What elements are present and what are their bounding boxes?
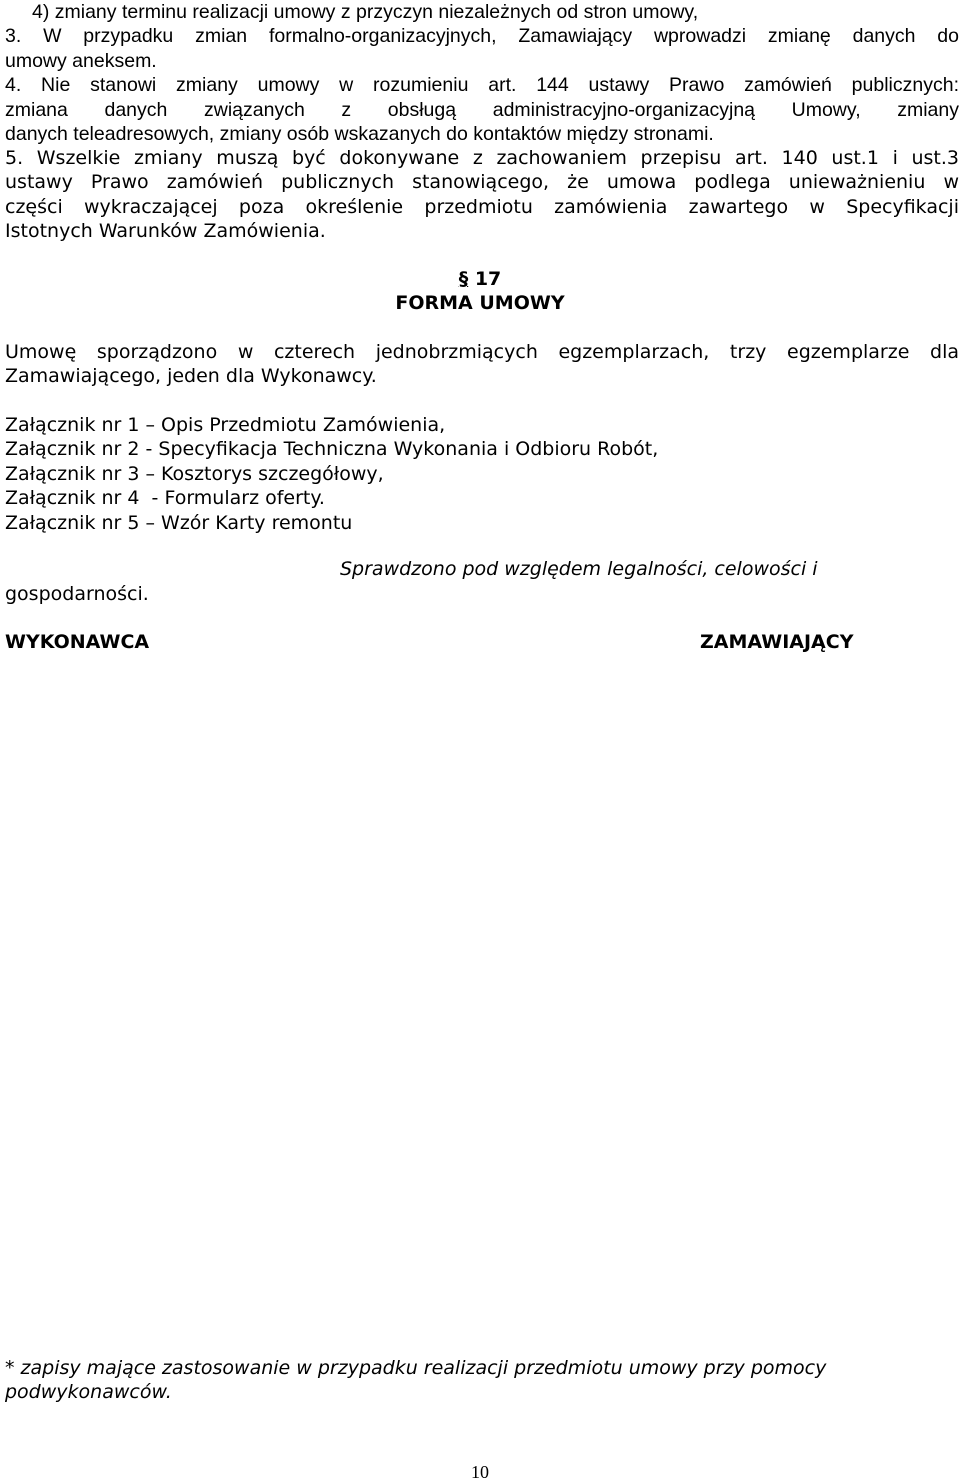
attachment-3: Załącznik nr 3 – Kosztorys szczegółowy, bbox=[5, 462, 384, 485]
attachment-2: Załącznik nr 2 - Specyfikacja Techniczna Wykonania i Odbioru Robót, bbox=[5, 438, 659, 461]
section-number-value: 17 bbox=[474, 268, 502, 290]
employer-signature-label: ZAMAWIAJĄCY bbox=[700, 631, 854, 653]
section-number bbox=[0, 267, 960, 291]
form-text-block bbox=[5, 340, 959, 389]
attachment-4: Załącznik nr 4 - Formularz oferty. bbox=[5, 487, 325, 510]
page-number: 10 bbox=[471, 1462, 489, 1482]
verification-line-2: gospodarności. bbox=[5, 583, 149, 605]
point-5-line-1: 5. Wszelkie zmiany muszą być dokonywane z zachowaniem przepisu art. 140 ust.1 i ust.3 bbox=[5, 147, 959, 169]
form-text-line-1: Umowę sporządzono w czterech jednobrzmiących egzemplarzach, trzy egzemplarze dla bbox=[5, 341, 959, 363]
point-5-line-2: ustawy Prawo zamówień publicznych stanowiącego, że umowa podlega unieważnieniu w bbox=[5, 171, 959, 194]
form-text-line-2: Zamawiającego, jeden dla Wykonawcy. bbox=[5, 365, 377, 388]
verification-line-1: Sprawdzono pod względem legalności, celowości i bbox=[340, 558, 818, 580]
point-4-line-1: 4. Nie stanowi zmiany umowy w rozumieniu art. 144 ustawy Prawo zamówień publicznych: bbox=[5, 74, 959, 97]
point-3-line-2: umowy aneksem. bbox=[5, 49, 157, 72]
item-4-change-deadline: 4) zmiany terminu realizacji umowy z przyczyn niezależnych od stron umowy, bbox=[32, 1, 699, 23]
footnote bbox=[5, 1356, 959, 1405]
footnote-line-2: podwykonawców. bbox=[5, 1381, 172, 1404]
point-5-line-3: części wykraczającej poza określenie przedmiotu zamówienia zawartego w Specyfikacji bbox=[5, 195, 959, 218]
contract-changes-block-a bbox=[5, 0, 959, 146]
attachments-list bbox=[5, 413, 959, 535]
point-3-line-1: 3. W przypadku zmian formalno-organizacyjnych, Zamawiający wprowadzi zmianę danych do bbox=[5, 25, 959, 48]
point-4-line-2: zmiana danych związanych z obsługą administracyjno-organizacyjną Umowy, zmiany bbox=[5, 98, 959, 121]
attachment-1: Załącznik nr 1 – Opis Przedmiotu Zamówienia, bbox=[5, 414, 446, 436]
contract-changes-block-b bbox=[5, 146, 959, 244]
section-title: FORMA UMOWY bbox=[395, 292, 565, 314]
contractor-signature-label: WYKONAWCA bbox=[5, 631, 150, 653]
section-sign: § bbox=[458, 268, 469, 290]
point-5-line-4: Istotnych Warunków Zamówienia. bbox=[5, 220, 326, 243]
attachment-5: Załącznik nr 5 – Wzór Karty remontu bbox=[5, 511, 353, 534]
point-4-line-3: danych teleadresowych, zmiany osób wskazanych do kontaktów między stronami. bbox=[5, 123, 714, 146]
footnote-line-1: * zapisy mające zastosowanie w przypadku realizacji przedmiotu umowy przy pomocy bbox=[5, 1357, 827, 1379]
